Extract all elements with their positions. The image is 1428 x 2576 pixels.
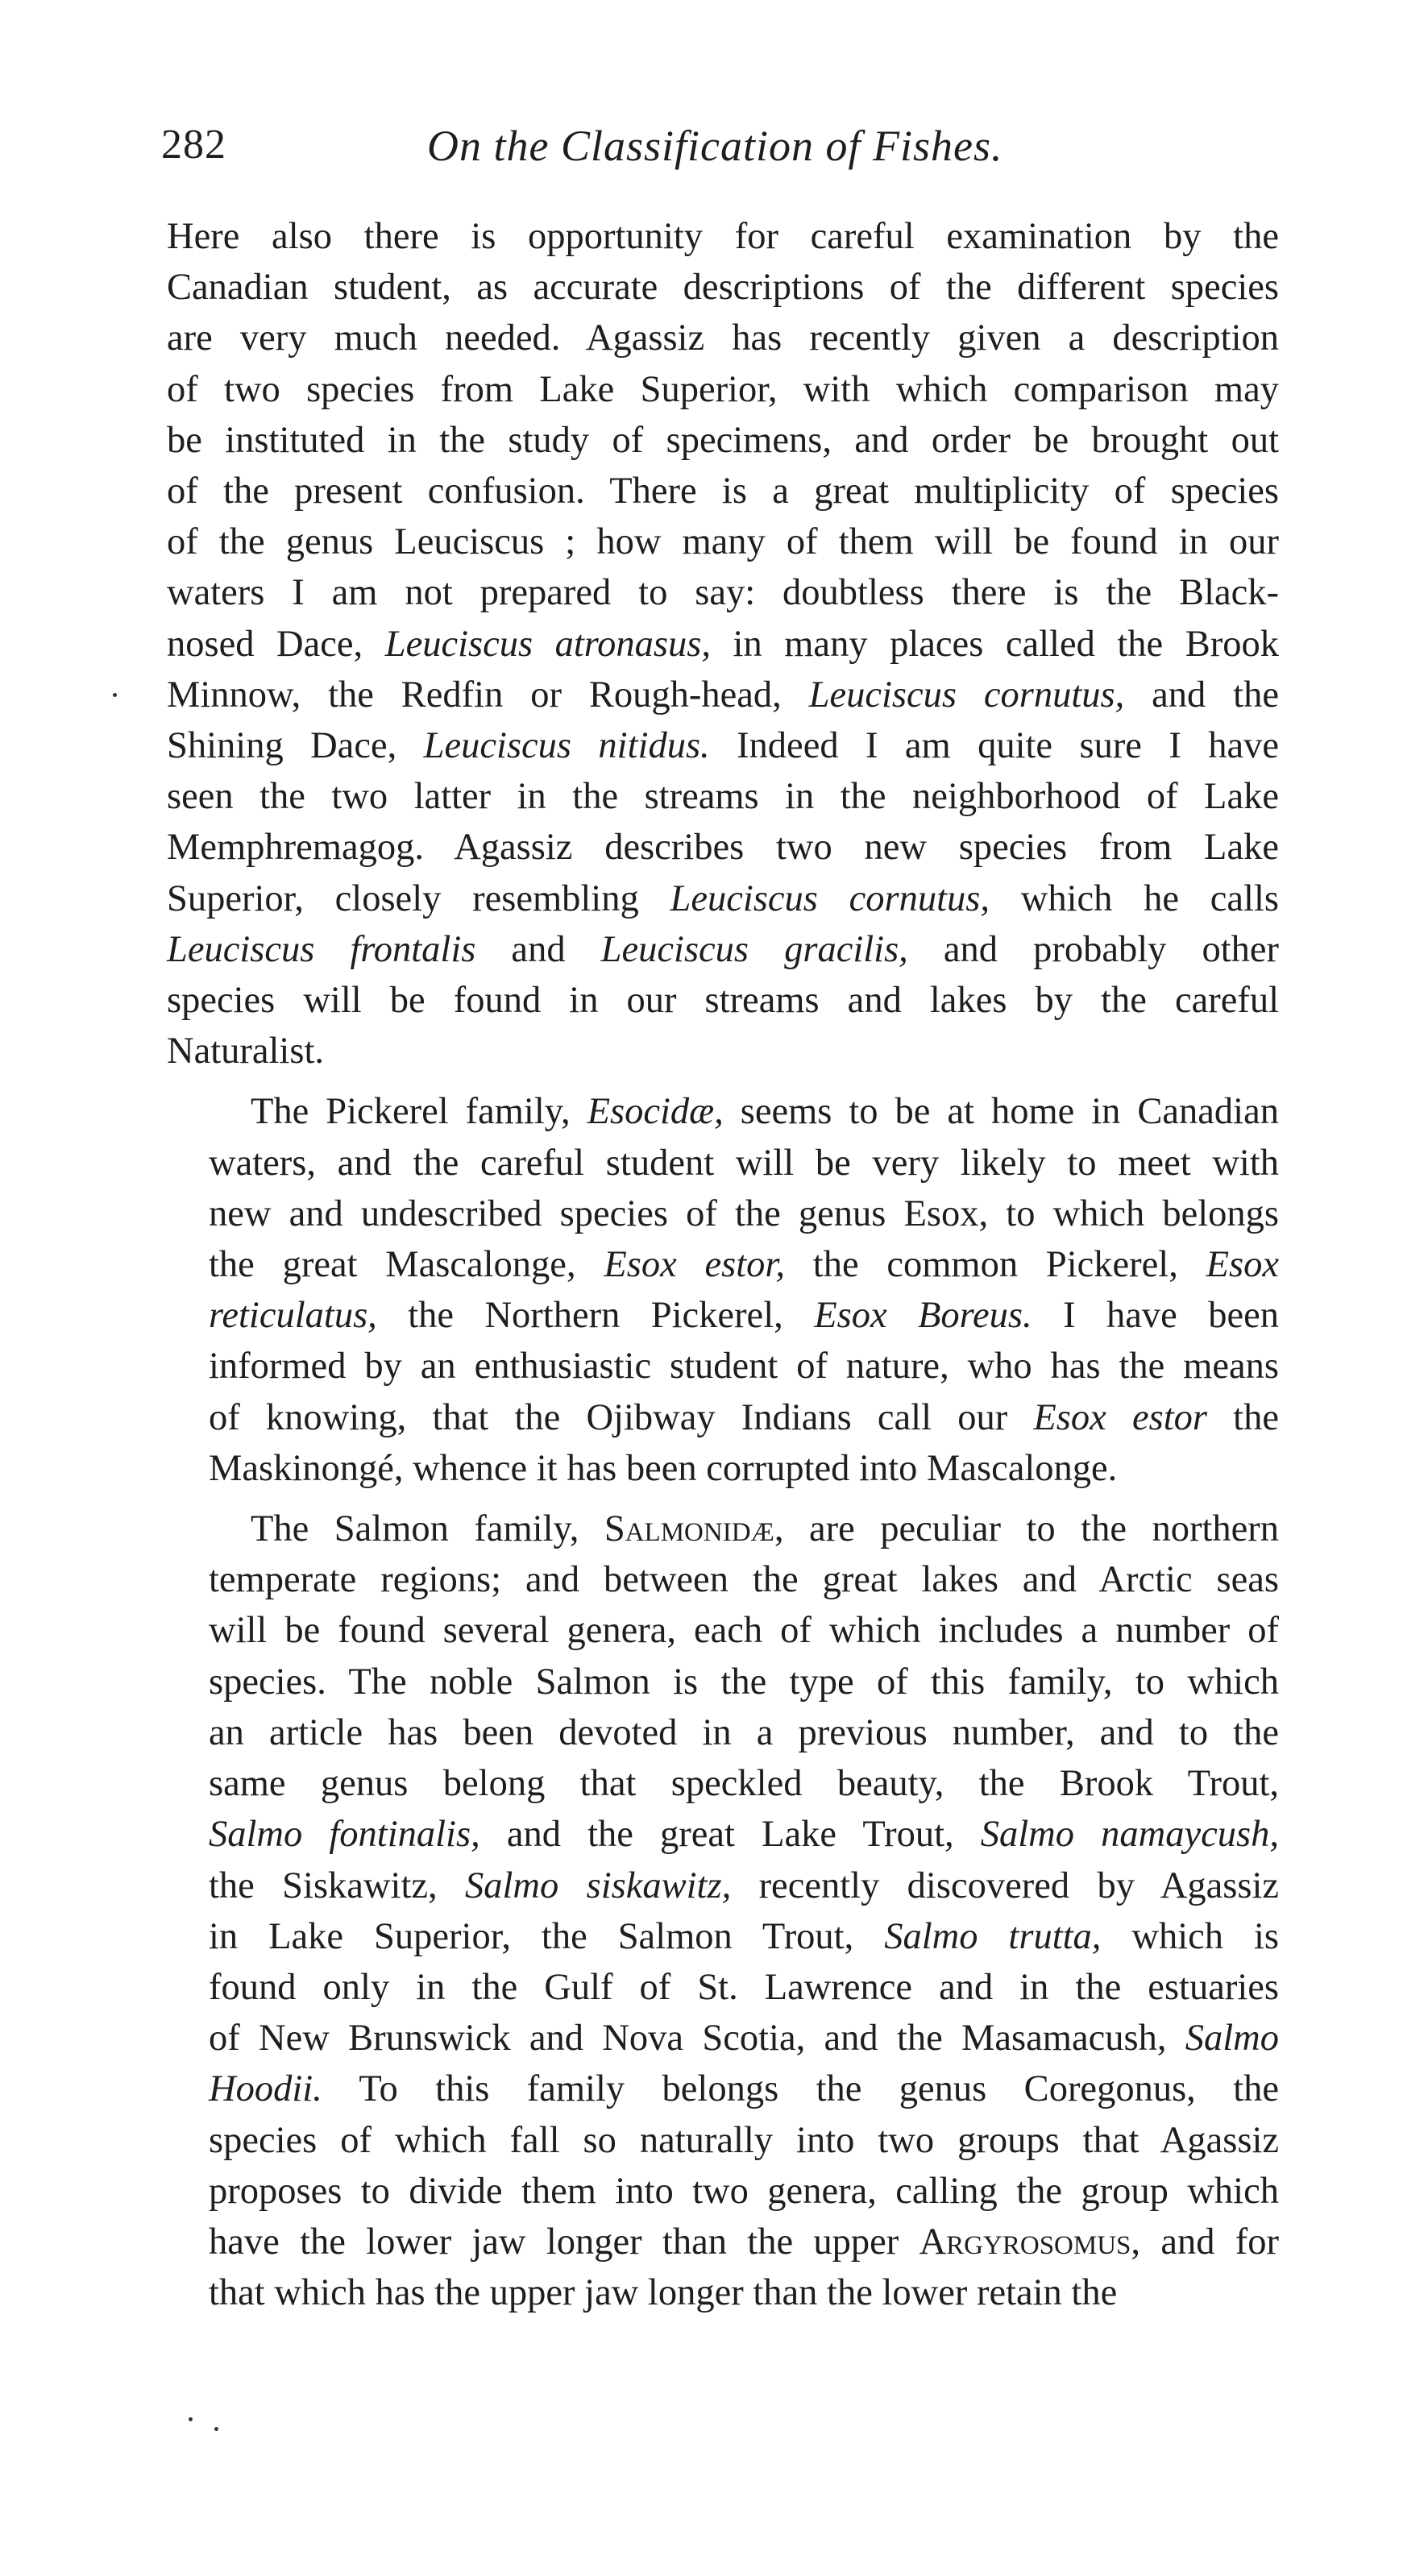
small-caps-text: Argyrosomus,: [919, 2221, 1141, 2263]
text-line: [167, 1290, 1279, 1341]
text-line: [167, 567, 1279, 618]
page-header: [161, 121, 1281, 193]
print-speck: [113, 693, 117, 697]
text-run: and for: [1140, 2221, 1280, 2263]
text-line: [167, 1239, 1279, 1290]
text-run: of New Brunswick and Nova Scotia, and the Masamacush,: [209, 2018, 1185, 2060]
small-caps-text: Salmonidæ,: [604, 1508, 784, 1550]
text-run: have the lower jaw longer than the upper: [209, 2221, 919, 2263]
text-run: of the genus Leuciscus ; how many of them will be found in our: [167, 521, 1279, 563]
text-run: of knowing, that the Ojibway Indians call our: [209, 1396, 1034, 1438]
text-line: [167, 873, 1279, 924]
text-line: [167, 822, 1279, 873]
text-line: [167, 1138, 1279, 1188]
text-run: will be found several genera, each of which includes a number of: [209, 1610, 1279, 1652]
text-run: species. The noble Salmon is the type of this family, to which: [209, 1661, 1279, 1703]
italic-text: Leuciscus nitidus.: [423, 725, 710, 767]
text-line: [167, 720, 1279, 771]
text-line: [167, 262, 1279, 313]
text-line: [167, 313, 1279, 363]
body-text: [167, 211, 1279, 2328]
text-run: that which has the upper jaw longer than the lower retain the: [209, 2272, 1118, 2314]
text-run: proposes to divide them into two genera, calling the group which: [209, 2170, 1279, 2212]
text-run: of the present confusion. There is a great multiplicity of species: [167, 471, 1279, 512]
text-line: [167, 1657, 1279, 1707]
text-line: [167, 771, 1279, 822]
text-line: [167, 1605, 1279, 1656]
text-run: The Pickerel family,: [251, 1091, 587, 1133]
text-run: the common Pickerel,: [785, 1244, 1206, 1286]
text-run: Indeed I am quite sure I have: [709, 725, 1280, 767]
italic-text: Hoodii.: [209, 2068, 322, 2110]
text-run: I have been: [1032, 1295, 1279, 1337]
text-line: [167, 415, 1279, 466]
text-run: species will be found in our streams and lakes by the careful: [167, 980, 1279, 1022]
text-run: waters I am not prepared to say: doubtless there is the Black-: [167, 572, 1279, 614]
text-line: [167, 1962, 1279, 2013]
text-run: temperate regions; and between the great lakes and Arctic seas: [209, 1559, 1279, 1601]
text-run: nosed Dace,: [167, 623, 385, 665]
text-line: [167, 1392, 1279, 1443]
text-run: and probably other: [907, 928, 1279, 970]
text-run: Shining Dace,: [167, 725, 424, 767]
italic-text: Salmo: [1185, 2018, 1279, 2060]
text-line: [167, 211, 1279, 262]
italic-text: reticulatus,: [209, 1295, 377, 1337]
text-line: [167, 1341, 1279, 1392]
text-line: [167, 2217, 1279, 2267]
text-run: same genus belong that speckled beauty, the Brook Trout,: [209, 1763, 1279, 1805]
text-line: [167, 1911, 1279, 1962]
text-line: [167, 1188, 1279, 1239]
text-run: informed by an enthusiastic student of nature, who has the means: [209, 1346, 1279, 1388]
text-run: found only in the Gulf of St. Lawrence and in the estuaries: [209, 1966, 1279, 2008]
text-run: Minnow, the Redfin or Rough-head,: [167, 674, 809, 716]
text-line: [167, 2064, 1279, 2114]
text-run: be instituted in the study of specimens, and order be brought out: [167, 419, 1279, 461]
text-run: Superior, closely resembling: [167, 877, 670, 919]
italic-text: Salmo namaycush,: [980, 1814, 1279, 1856]
text-line: [167, 1554, 1279, 1605]
text-run: species of which fall so naturally into two groups that Agassiz: [209, 2119, 1279, 2161]
italic-text: Esox estor: [1033, 1396, 1207, 1438]
text-run: Maskinongé, whence it has been corrupted into Mascalonge.: [209, 1447, 1118, 1489]
text-run: the: [1206, 1396, 1279, 1438]
text-run: The Salmon family,: [251, 1508, 604, 1550]
italic-text: Leuciscus cornutus,: [808, 674, 1125, 716]
text-run: of two species from Lake Superior, with which comparison may: [167, 368, 1279, 410]
text-run: recently discovered by Agassiz: [731, 1865, 1279, 1906]
text-run: are peculiar to the northern: [783, 1508, 1279, 1550]
text-line: [167, 2115, 1279, 2166]
italic-text: Salmo trutta,: [884, 1915, 1102, 1957]
text-run: waters, and the careful student will be very likely to meet with: [209, 1142, 1279, 1184]
italic-text: Leuciscus cornutus,: [670, 877, 990, 919]
paragraph: [167, 1086, 1279, 1494]
text-run: seems to be at home in Canadian: [723, 1091, 1279, 1133]
text-line: [167, 1758, 1279, 1809]
text-run: and the great Lake Trout,: [479, 1814, 981, 1856]
text-line: [167, 2267, 1279, 2318]
text-line: [167, 1443, 1279, 1494]
text-run: the Siskawitz,: [209, 1865, 465, 1906]
text-run: seen the two latter in the streams in the neighborhood of Lake: [167, 776, 1279, 818]
running-title: On the Classification of Fishes.: [427, 122, 1003, 170]
italic-text: Leuciscus atronasus,: [384, 623, 711, 665]
italic-text: Leuciscus frontalis: [167, 928, 476, 970]
page-number: 282: [161, 122, 226, 168]
text-line: [167, 2166, 1279, 2217]
text-run: and the: [1124, 674, 1279, 716]
text-line: [167, 975, 1279, 1026]
text-line: [167, 619, 1279, 670]
text-line: [167, 1707, 1279, 1758]
paragraph: [167, 1504, 1279, 2318]
text-line: [167, 1026, 1279, 1076]
text-run: in many places called the Brook: [711, 623, 1279, 665]
text-run: which he calls: [990, 877, 1279, 919]
text-line: [167, 924, 1279, 975]
text-run: and: [475, 928, 601, 970]
italic-text: Esox estor,: [604, 1244, 785, 1286]
paragraph: [167, 211, 1279, 1076]
text-line: [167, 466, 1279, 516]
text-run: Here also there is opportunity for careful examination by the: [167, 216, 1279, 257]
text-line: [167, 1860, 1279, 1911]
italic-text: Leuciscus gracilis,: [600, 928, 908, 970]
text-run: an article has been devoted in a previous number, and to the: [209, 1711, 1279, 1753]
text-run: Memphremagog. Agassiz describes two new species from Lake: [167, 827, 1279, 869]
text-run: are very much needed. Agassiz has recently given a description: [167, 317, 1279, 359]
text-line: [167, 1809, 1279, 1860]
text-line: [167, 1086, 1279, 1137]
italic-text: Salmo fontinalis,: [209, 1814, 480, 1856]
text-run: which is: [1101, 1915, 1280, 1957]
text-line: [167, 670, 1279, 720]
text-line: [167, 516, 1279, 567]
text-run: the great Mascalonge,: [209, 1244, 604, 1286]
text-run: Naturalist.: [167, 1031, 324, 1072]
text-run: in Lake Superior, the Salmon Trout,: [209, 1915, 885, 1957]
print-speck: [189, 2417, 193, 2421]
text-line: [167, 364, 1279, 415]
print-speck: [214, 2427, 218, 2431]
text-run: new and undescribed species of the genus Esox, to which belongs: [209, 1193, 1279, 1234]
italic-text: Esox: [1206, 1244, 1279, 1286]
italic-text: Salmo siskawitz,: [465, 1865, 732, 1906]
text-line: [167, 1504, 1279, 1554]
text-run: the Northern Pickerel,: [376, 1295, 815, 1337]
text-run: To this family belongs the genus Coregonus, the: [322, 2068, 1279, 2110]
text-line: [167, 2013, 1279, 2064]
text-run: Canadian student, as accurate descriptions of the different species: [167, 267, 1279, 309]
italic-text: Esox Boreus.: [814, 1295, 1032, 1337]
italic-text: Esocidæ,: [587, 1091, 724, 1133]
